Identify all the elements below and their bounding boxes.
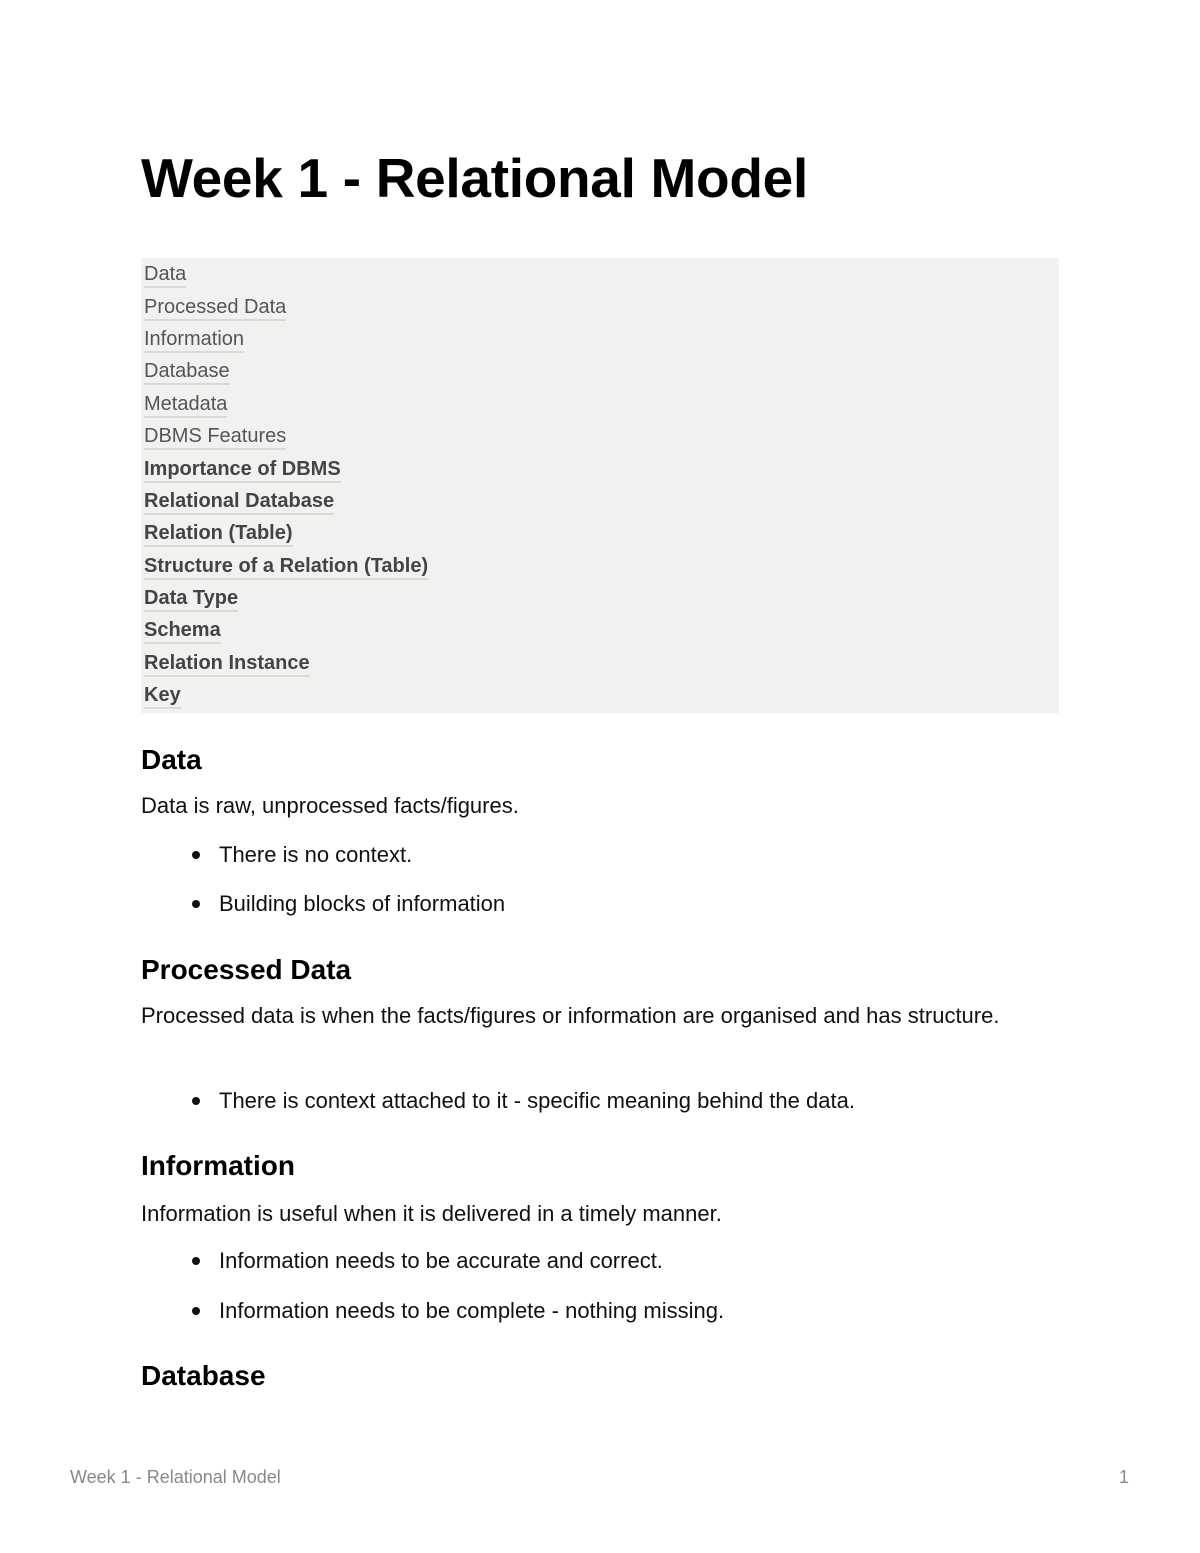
bullet-dot (192, 1307, 200, 1315)
bullet-dot (192, 1097, 200, 1105)
heading-information: Information (141, 1150, 295, 1181)
toc-item (144, 552, 428, 580)
toc-link-relational-database[interactable]: Relational Database (144, 490, 334, 515)
bullet-item (219, 1296, 724, 1326)
bullet-text: Information needs to be complete - nothing missing. (219, 1298, 725, 1323)
toc-link-relation-table[interactable]: Relation (Table) (144, 522, 293, 547)
toc-item (144, 584, 238, 612)
toc-item (144, 260, 186, 288)
toc-item (144, 519, 293, 547)
table-of-contents (141, 258, 1059, 713)
toc-item (144, 455, 341, 483)
toc-link-database[interactable]: Database (144, 360, 230, 385)
toc-item (144, 293, 286, 321)
bullet-text: There is no context. (219, 842, 413, 867)
toc-link-processed-data[interactable]: Processed Data (144, 296, 286, 321)
footer-title: Week 1 - Relational Model (70, 1467, 281, 1487)
toc-link-data[interactable]: Data (144, 263, 186, 288)
bullet-text: There is context attached to it - specific meaning behind the data. (219, 1088, 855, 1113)
paragraph-information: Information is useful when it is delivered in a timely manner. (141, 1201, 722, 1226)
paragraph-data: Data is raw, unprocessed facts/figures. (141, 793, 519, 818)
toc-link-dbms-features[interactable]: DBMS Features (144, 425, 286, 450)
toc-item (144, 390, 227, 418)
toc-item (144, 681, 181, 709)
toc-link-importance-of-dbms[interactable]: Importance of DBMS (144, 458, 341, 483)
heading-database: Database (141, 1360, 266, 1391)
toc-link-schema[interactable]: Schema (144, 619, 221, 644)
toc-item (144, 357, 230, 385)
page-title: Week 1 - Relational Model (141, 147, 808, 209)
page-number: 1 (1118, 1467, 1129, 1487)
toc-link-key[interactable]: Key (144, 684, 181, 709)
heading-data: Data (141, 744, 202, 775)
toc-item (144, 649, 310, 677)
bullet-dot (192, 851, 200, 859)
toc-link-relation-instance[interactable]: Relation Instance (144, 652, 310, 677)
toc-link-data-type[interactable]: Data Type (144, 587, 238, 612)
toc-item (144, 325, 244, 353)
bullet-dot (192, 1257, 200, 1265)
toc-link-metadata[interactable]: Metadata (144, 393, 227, 418)
toc-link-structure-of-a-relation[interactable]: Structure of a Relation (Table) (144, 555, 428, 580)
paragraph-processed-data: Processed data is when the facts/figures or information are organised and has structure. (141, 1003, 1000, 1028)
bullet-item (219, 840, 412, 870)
toc-link-information[interactable]: Information (144, 328, 244, 353)
bullet-dot (192, 900, 200, 908)
bullet-item (219, 1246, 663, 1276)
toc-item (144, 616, 221, 644)
toc-item (144, 422, 286, 450)
bullet-item (219, 1086, 855, 1116)
bullet-item (219, 889, 505, 919)
bullet-text: Information needs to be accurate and correct. (219, 1248, 663, 1273)
toc-item (144, 487, 334, 515)
bullet-text: Building blocks of information (219, 891, 506, 916)
heading-processed-data: Processed Data (141, 954, 352, 985)
